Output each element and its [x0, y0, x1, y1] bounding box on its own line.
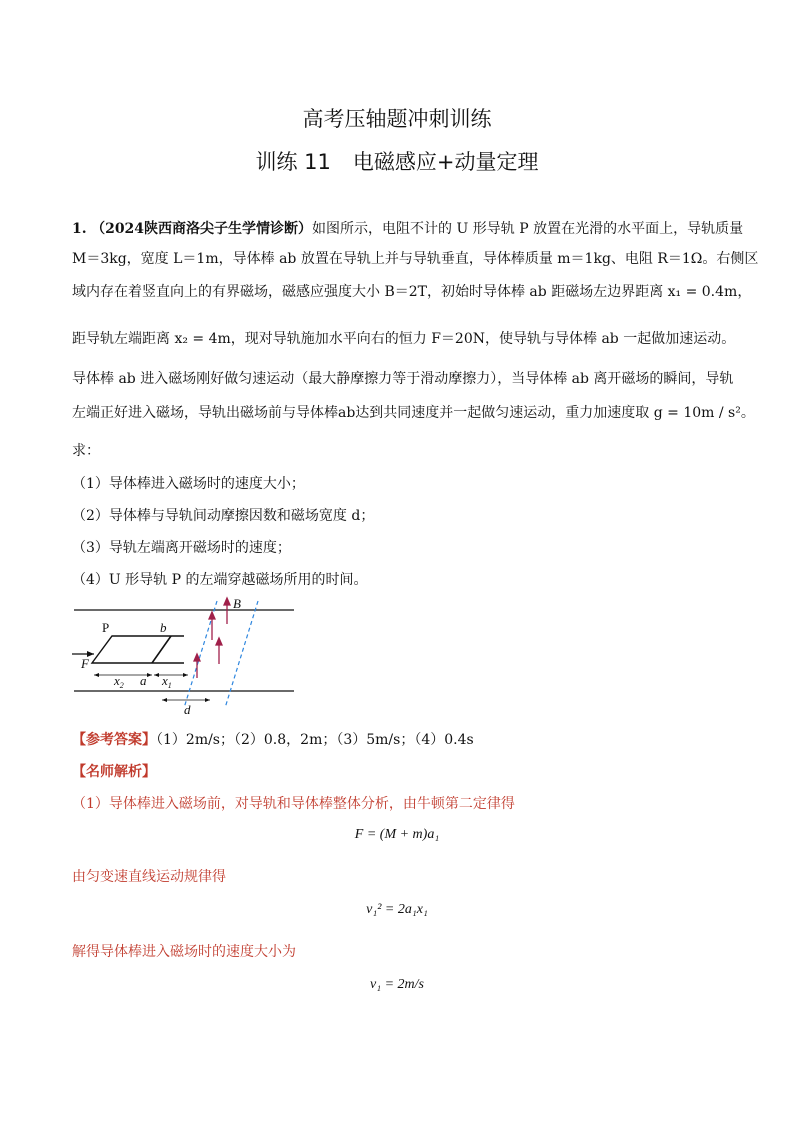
question-ask: 求： [72, 443, 100, 459]
equation-3: v₁ = 2m/s [370, 977, 424, 992]
u-frame-p [92, 636, 184, 663]
question-line-4: 距导轨左端距离 x₂ = 4m，现对导轨施加水平向右的恒力 F＝20N，使导轨与导体棒 ab 一起做加速运动。 [72, 331, 736, 347]
analysis-para-2: 由匀变速直线运动规律得 [72, 869, 226, 885]
answer-line [72, 729, 474, 749]
analysis-para-3: 解得导体棒进入磁场时的速度大小为 [72, 944, 296, 960]
question-number: 1. [72, 221, 87, 237]
sub-question-2: （2）导体棒与导轨间动摩擦因数和磁场宽度 d； [72, 508, 375, 524]
label-b: b [160, 620, 167, 635]
equation-1: F = (M + m)a₁ [354, 827, 440, 842]
page-title: 高考压轴题冲刺训练 [302, 107, 492, 131]
physics-diagram [72, 596, 312, 721]
question-line-1 [72, 218, 743, 238]
label-b-field: B [233, 596, 241, 611]
page-subtitle [0, 146, 794, 176]
label-f: F [81, 656, 89, 671]
sub-question-4: （4）U 形导轨 P 的左端穿越磁场所用的时间。 [72, 572, 368, 588]
field-right-boundary [225, 601, 258, 708]
question-source: （2024陕西商洛尖子生学情诊断） [91, 221, 313, 237]
answer-label: 【参考答案】 [72, 732, 156, 748]
subtitle-topic: 电磁感应+动量定理 [352, 150, 539, 174]
analysis-para-1: （1）导体棒进入磁场前，对导轨和导体棒整体分析，由牛顿第二定律得 [72, 796, 515, 812]
subtitle-number: 训练 11 [255, 150, 331, 174]
label-x2: $x_2$ [114, 673, 124, 690]
question-line-3: 域内存在着竖直向上的有界磁场，磁感应强度大小 B＝2T，初始时导体棒 ab 距磁场左边界距离 x₁ = 0.4m， [72, 284, 752, 300]
label-a: a [140, 673, 147, 688]
sub-question-3: （3）导轨左端离开磁场时的速度； [72, 540, 291, 556]
question-line-2: M＝3kg，宽度 L＝1m，导体棒 ab 放置在导轨上并与导轨垂直，导体棒质量 m＝1kg、电阻 R＝1Ω。右侧区 [72, 251, 759, 267]
question-text-1: 如图所示，电阻不计的 U 形导轨 P 放置在光滑的水平面上，导轨质量 [312, 221, 744, 237]
answer-text: （1）2m/s；（2）0.8，2m；（3）5m/s；（4）0.4s [156, 732, 474, 748]
label-x1: $x_1$ [162, 673, 172, 690]
label-p: P [102, 620, 110, 635]
sub-question-1: （1）导体棒进入磁场时的速度大小； [72, 476, 305, 492]
analysis-label: 【名师解析】 [72, 764, 156, 780]
question-line-5: 导体棒 ab 进入磁场刚好做匀速运动（最大静摩擦力等于滑动摩擦力），当导体棒 ab 离开磁场的瞬间，导轨 [72, 371, 734, 387]
label-d: d [184, 702, 191, 717]
rod-ab [152, 636, 171, 663]
equation-2: v₁² = 2a₁x₁ [366, 902, 428, 917]
question-line-6: 左端正好进入磁场，导轨出磁场前与导体棒ab达到共同速度并一起做匀速运动，重力加速度取 g = 10m / s²。 [72, 405, 755, 421]
